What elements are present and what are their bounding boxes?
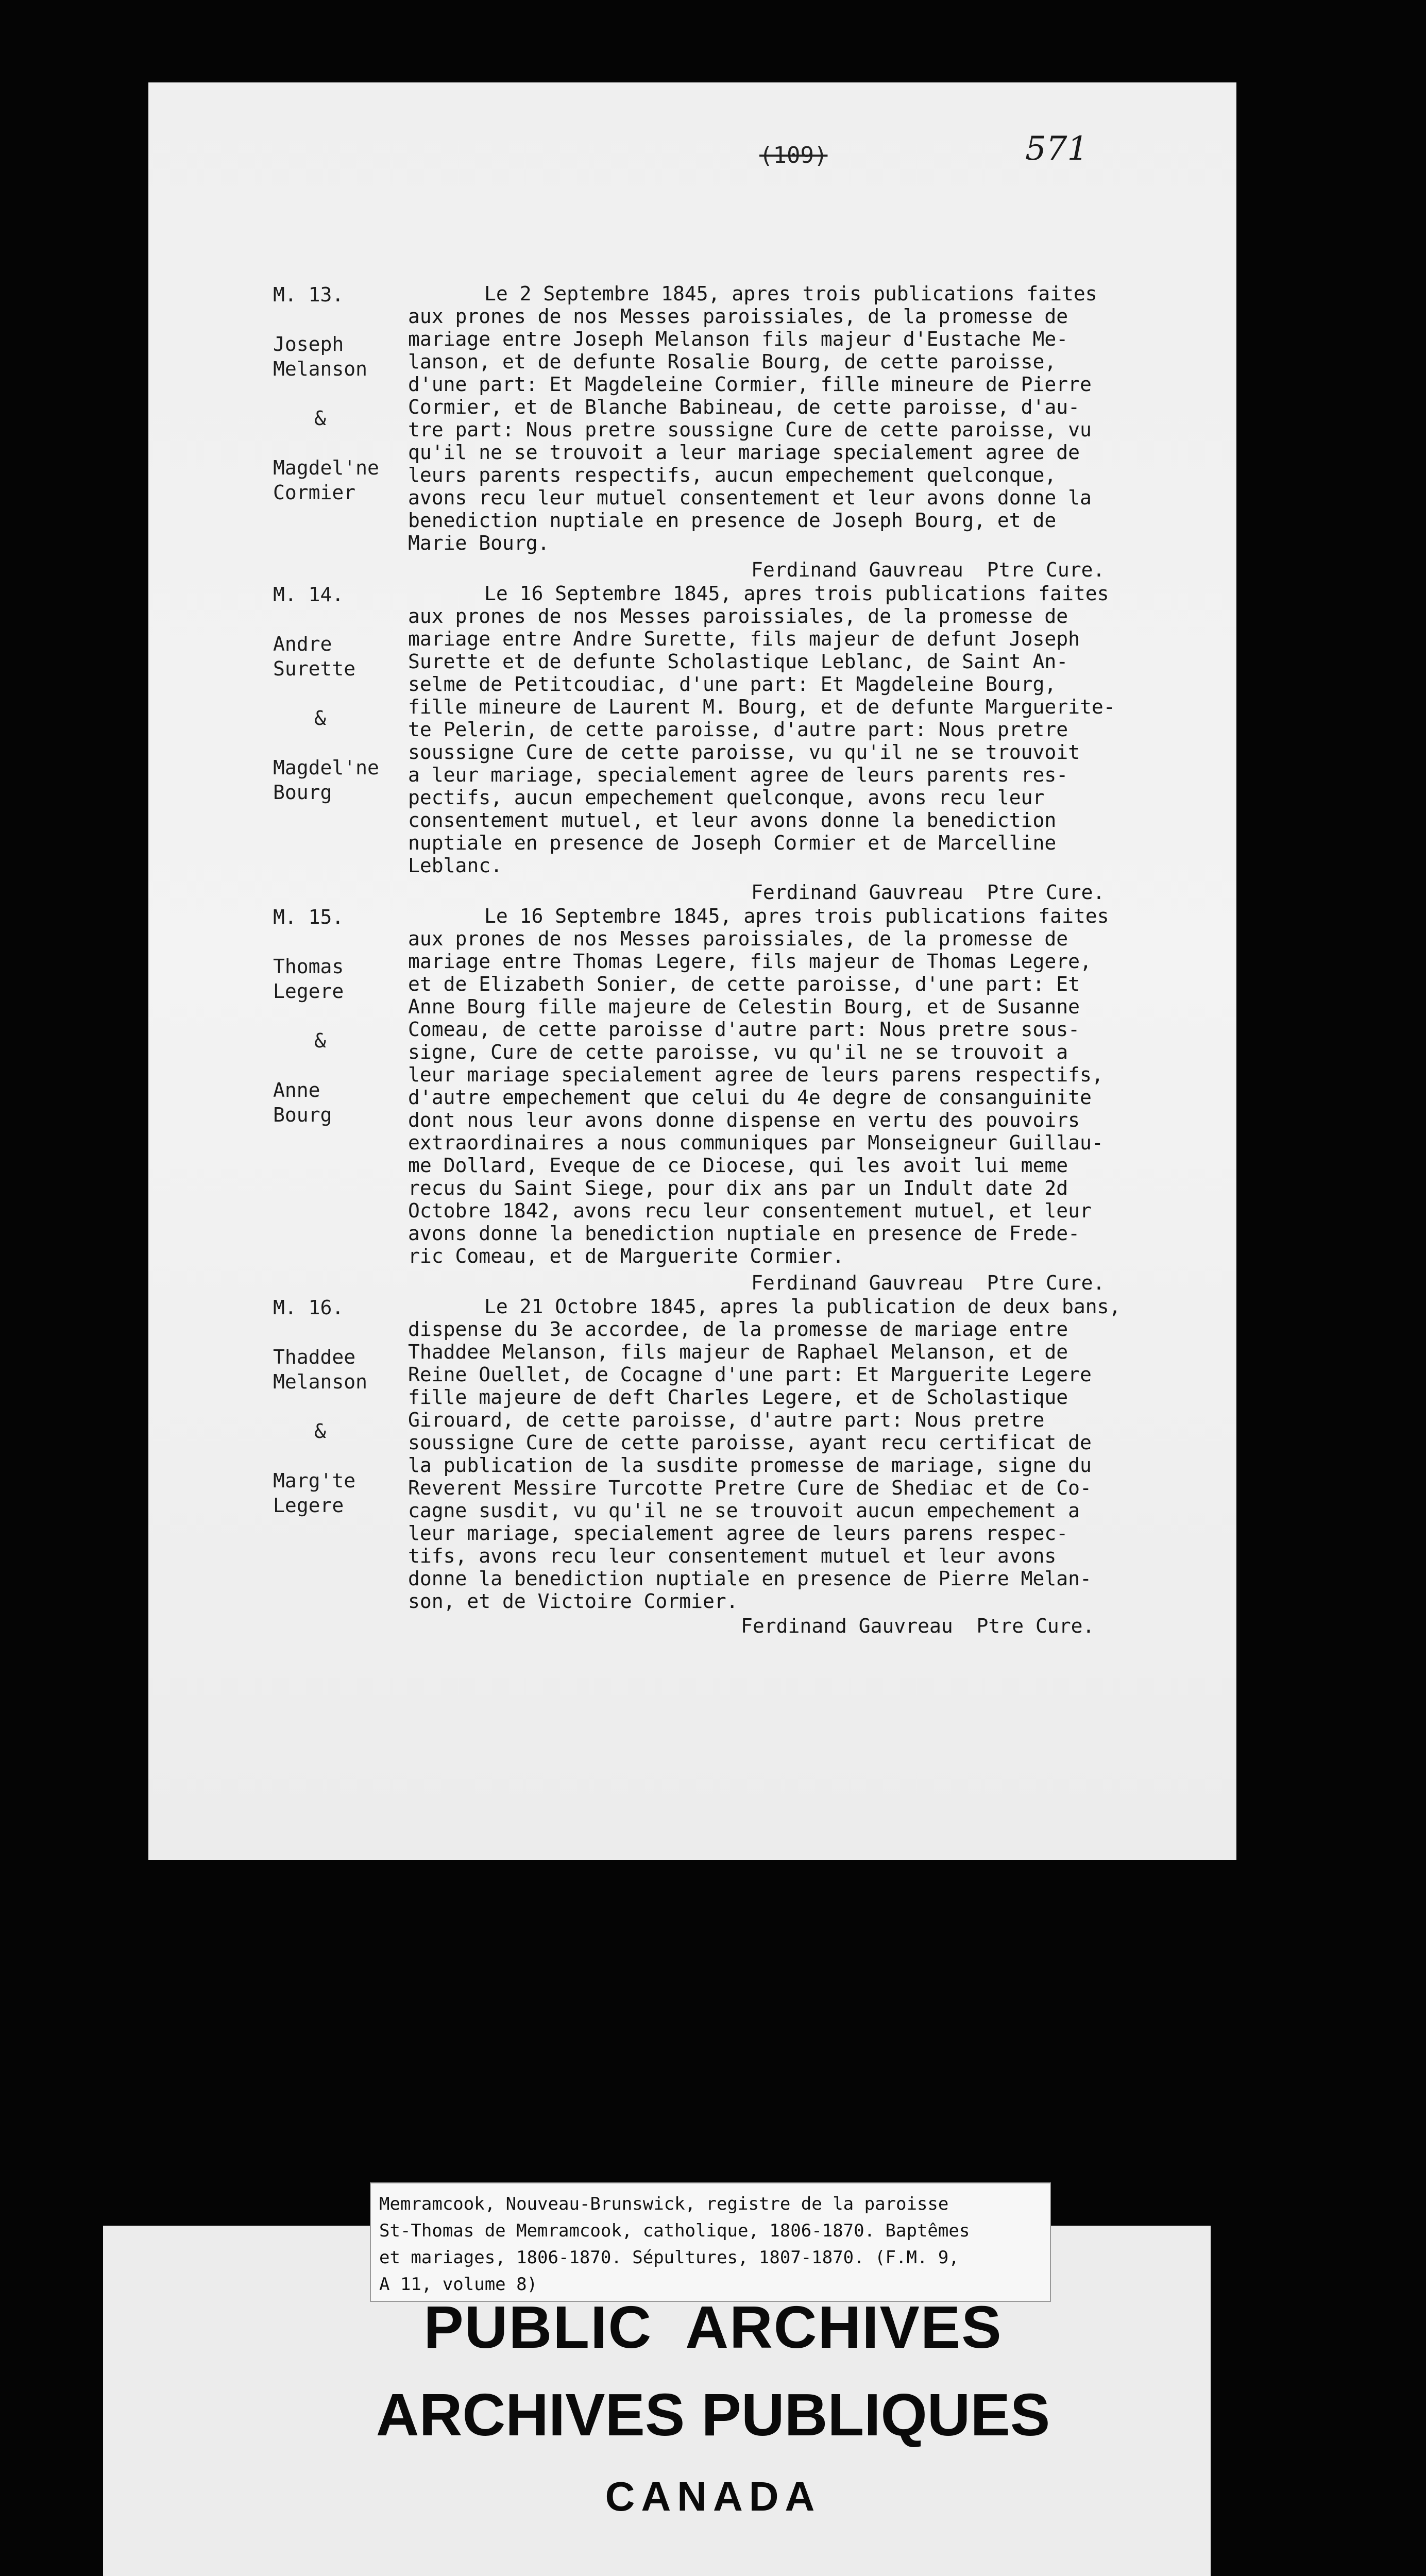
margin-line: [273, 1320, 407, 1345]
text-line: pectifs, aucun empechement quelconque, avons recu leur: [408, 786, 1045, 809]
margin-line: [273, 681, 407, 706]
slip-line: A 11, volume 8): [379, 2274, 538, 2295]
text-line: Octobre 1842, avons recu leur consentement mutuel, et leur: [408, 1199, 1092, 1222]
old-page-number: (109): [759, 142, 828, 168]
margin-line: [273, 381, 407, 406]
margin-line: Melanson: [273, 1370, 368, 1393]
margin-line: Legere: [273, 1494, 344, 1517]
text-line: aux prones de nos Messes paroissiales, de la promesse de: [408, 927, 1068, 950]
text-line: nuptiale en presence de Joseph Cormier et de Marcelline: [408, 832, 1057, 854]
margin-line: [273, 431, 407, 455]
margin-line: [273, 731, 407, 755]
margin-line: Joseph: [273, 333, 344, 355]
text-line: avons donne la benediction nuptiale en presence de Frede-: [408, 1222, 1080, 1245]
entry-text: [408, 1295, 1212, 1613]
text-line: mariage entre Andre Surette, fils majeur de defunt Joseph: [408, 628, 1080, 650]
text-line: tifs, avons recu leur consentement mutuel et leur avons: [408, 1545, 1057, 1567]
text-line: Surette et de defunte Scholastique Leblanc, de Saint An-: [408, 650, 1068, 673]
text-line: tre part: Nous pretre soussigne Cure de cette paroisse, vu: [408, 418, 1092, 441]
text-line: benediction nuptiale en presence de Joseph Bourg, et de: [408, 509, 1057, 532]
slip-line: St-Thomas de Memramcook, catholique, 1806-1870. Baptêmes: [379, 2221, 970, 2241]
text-line: fille majeure de deft Charles Legere, et de Scholastique: [408, 1386, 1068, 1409]
text-line: consentement mutuel, et leur avons donne la benediction: [408, 809, 1057, 832]
margin-line: Magdel'ne: [273, 456, 379, 479]
text-line: avons recu leur mutuel consentement et leur avons donne la: [408, 486, 1092, 509]
text-line: leur mariage, specialement agree de leurs parens respec-: [408, 1522, 1068, 1545]
text-line: mariage entre Joseph Melanson fils majeur d'Eustache Me-: [408, 328, 1068, 350]
margin-line: Bourg: [273, 1104, 332, 1126]
margin-line: Surette: [273, 657, 356, 680]
entry-margin-note: [273, 582, 407, 805]
archive-country: CANADA: [605, 2473, 821, 2519]
priest-signature: Ferdinand Gauvreau Ptre Cure.: [751, 1272, 1105, 1294]
margin-line: [273, 1004, 407, 1028]
margin-line: Thaddee: [273, 1346, 356, 1368]
text-line: aux prones de nos Messes paroissiales, de la promesse de: [408, 605, 1068, 628]
priest-signature: Ferdinand Gauvreau Ptre Cure.: [741, 1615, 1095, 1637]
text-line: Girouard, de cette paroisse, d'autre part: Nous pretre: [408, 1409, 1045, 1431]
text-line: la publication de la susdite promesse de mariage, signe du: [408, 1454, 1092, 1477]
catalog-slip: [370, 2182, 1051, 2302]
margin-line: Marg'te: [273, 1469, 356, 1492]
entry-text: [408, 905, 1212, 1267]
text-line: Le 16 Septembre 1845, apres trois publications faites: [484, 582, 1109, 605]
text-line: a leur mariage, specialement agree de leurs parents res-: [408, 764, 1068, 786]
text-line: dispense du 3e accordee, de la promesse de mariage entre: [408, 1318, 1068, 1341]
entry-text: [408, 582, 1212, 877]
page-number: 571: [1025, 130, 1089, 168]
text-line: Reverent Messire Turcotte Pretre Cure de Shediac et de Co-: [408, 1477, 1092, 1499]
margin-line: &: [314, 407, 326, 430]
text-line: Le 21 Octobre 1845, apres la publication de deux bans,: [484, 1295, 1121, 1318]
slip-line: et mariages, 1806-1870. Sépultures, 1807-1870. (F.M. 9,: [379, 2247, 959, 2268]
text-line: te Pelerin, de cette paroisse, d'autre part: Nous pretre: [408, 718, 1068, 741]
text-line: Le 2 Septembre 1845, apres trois publications faites: [484, 282, 1097, 305]
margin-line: [273, 1394, 407, 1419]
text-line: leurs parents respectifs, aucun empechement quelconque,: [408, 464, 1057, 486]
margin-line: &: [314, 1029, 326, 1052]
entry-number: M. 13.: [273, 283, 344, 306]
text-line: d'une part: Et Magdeleine Cormier, fille mineure de Pierre: [408, 373, 1092, 396]
text-line: mariage entre Thomas Legere, fils majeur de Thomas Legere,: [408, 950, 1092, 973]
archive-title-french: ARCHIVES PUBLIQUES: [376, 2381, 1050, 2448]
text-line: d'autre empechement que celui du 4e degre de consanguinite: [408, 1086, 1092, 1109]
margin-line: [273, 607, 407, 632]
margin-line: Thomas: [273, 955, 344, 978]
text-line: recus du Saint Siege, pour dix ans par un Indult date 2d: [408, 1177, 1068, 1199]
text-line: extraordinaires a nous communiques par Monseigneur Guillau-: [408, 1131, 1104, 1154]
margin-line: Bourg: [273, 781, 332, 804]
entry-number: M. 16.: [273, 1296, 344, 1319]
text-line: Leblanc.: [408, 854, 503, 877]
text-line: soussigne Cure de cette paroisse, ayant recu certificat de: [408, 1431, 1092, 1454]
entry-text: [408, 282, 1212, 554]
text-line: Thaddee Melanson, fils majeur de Raphael Melanson, et de: [408, 1341, 1068, 1363]
text-line: fille mineure de Laurent M. Bourg, et de defunte Marguerite-: [408, 696, 1115, 718]
margin-line: [273, 1444, 407, 1468]
text-line: donne la benediction nuptiale en presence de Pierre Melan-: [408, 1567, 1092, 1590]
priest-signature: Ferdinand Gauvreau Ptre Cure.: [751, 881, 1105, 904]
margin-line: Anne: [273, 1079, 320, 1101]
text-line: dont nous leur avons donne dispense en vertu des pouvoirs: [408, 1109, 1080, 1131]
text-line: cagne susdit, vu qu'il ne se trouvoit aucun empechement a: [408, 1499, 1080, 1522]
entry-number: M. 14.: [273, 583, 344, 606]
text-line: Marie Bourg.: [408, 532, 550, 554]
margin-line: Magdel'ne: [273, 756, 379, 779]
margin-line: Melanson: [273, 358, 368, 380]
margin-line: Legere: [273, 980, 344, 1003]
text-line: et de Elizabeth Sonier, de cette paroisse, d'une part: Et: [408, 973, 1080, 995]
text-line: aux prones de nos Messes paroissiales, de la promesse de: [408, 305, 1068, 328]
margin-line: [273, 1053, 407, 1078]
margin-line: &: [314, 707, 326, 730]
text-line: Anne Bourg fille majeure de Celestin Bourg, et de Susanne: [408, 995, 1080, 1018]
entry-margin-note: [273, 282, 407, 505]
text-line: qu'il ne se trouvoit a leur mariage specialement agree de: [408, 441, 1080, 464]
text-line: soussigne Cure de cette paroisse, vu qu'il ne se trouvoit: [408, 741, 1080, 764]
text-line: lanson, et de defunte Rosalie Bourg, de cette paroisse,: [408, 350, 1057, 373]
margin-line: &: [314, 1420, 326, 1443]
text-line: leur mariage specialement agree de leurs parens respectifs,: [408, 1063, 1104, 1086]
text-line: Cormier, et de Blanche Babineau, de cette paroisse, d'au-: [408, 396, 1080, 418]
priest-signature: Ferdinand Gauvreau Ptre Cure.: [751, 558, 1105, 581]
margin-line: [273, 307, 407, 332]
text-line: Le 16 Septembre 1845, apres trois publications faites: [484, 905, 1109, 927]
text-line: son, et de Victoire Cormier.: [408, 1590, 738, 1613]
text-line: ric Comeau, et de Marguerite Cormier.: [408, 1245, 844, 1267]
text-line: Comeau, de cette paroisse d'autre part: Nous pretre sous-: [408, 1018, 1080, 1041]
entry-margin-note: [273, 905, 407, 1127]
slip-line: Memramcook, Nouveau-Brunswick, registre de la paroisse: [379, 2194, 949, 2214]
text-line: signe, Cure de cette paroisse, vu qu'il ne se trouvoit a: [408, 1041, 1068, 1063]
entry-number: M. 15.: [273, 906, 344, 928]
margin-line: [273, 929, 407, 954]
text-line: Reine Ouellet, de Cocagne d'une part: Et Marguerite Legere: [408, 1363, 1092, 1386]
archive-title-english: PUBLIC ARCHIVES: [423, 2294, 1003, 2361]
margin-line: Andre: [273, 633, 332, 655]
entry-margin-note: [273, 1295, 407, 1518]
text-line: selme de Petitcoudiac, d'une part: Et Magdeleine Bourg,: [408, 673, 1057, 696]
text-line: me Dollard, Eveque de ce Diocese, qui les avoit lui meme: [408, 1154, 1068, 1177]
margin-line: Cormier: [273, 481, 356, 504]
